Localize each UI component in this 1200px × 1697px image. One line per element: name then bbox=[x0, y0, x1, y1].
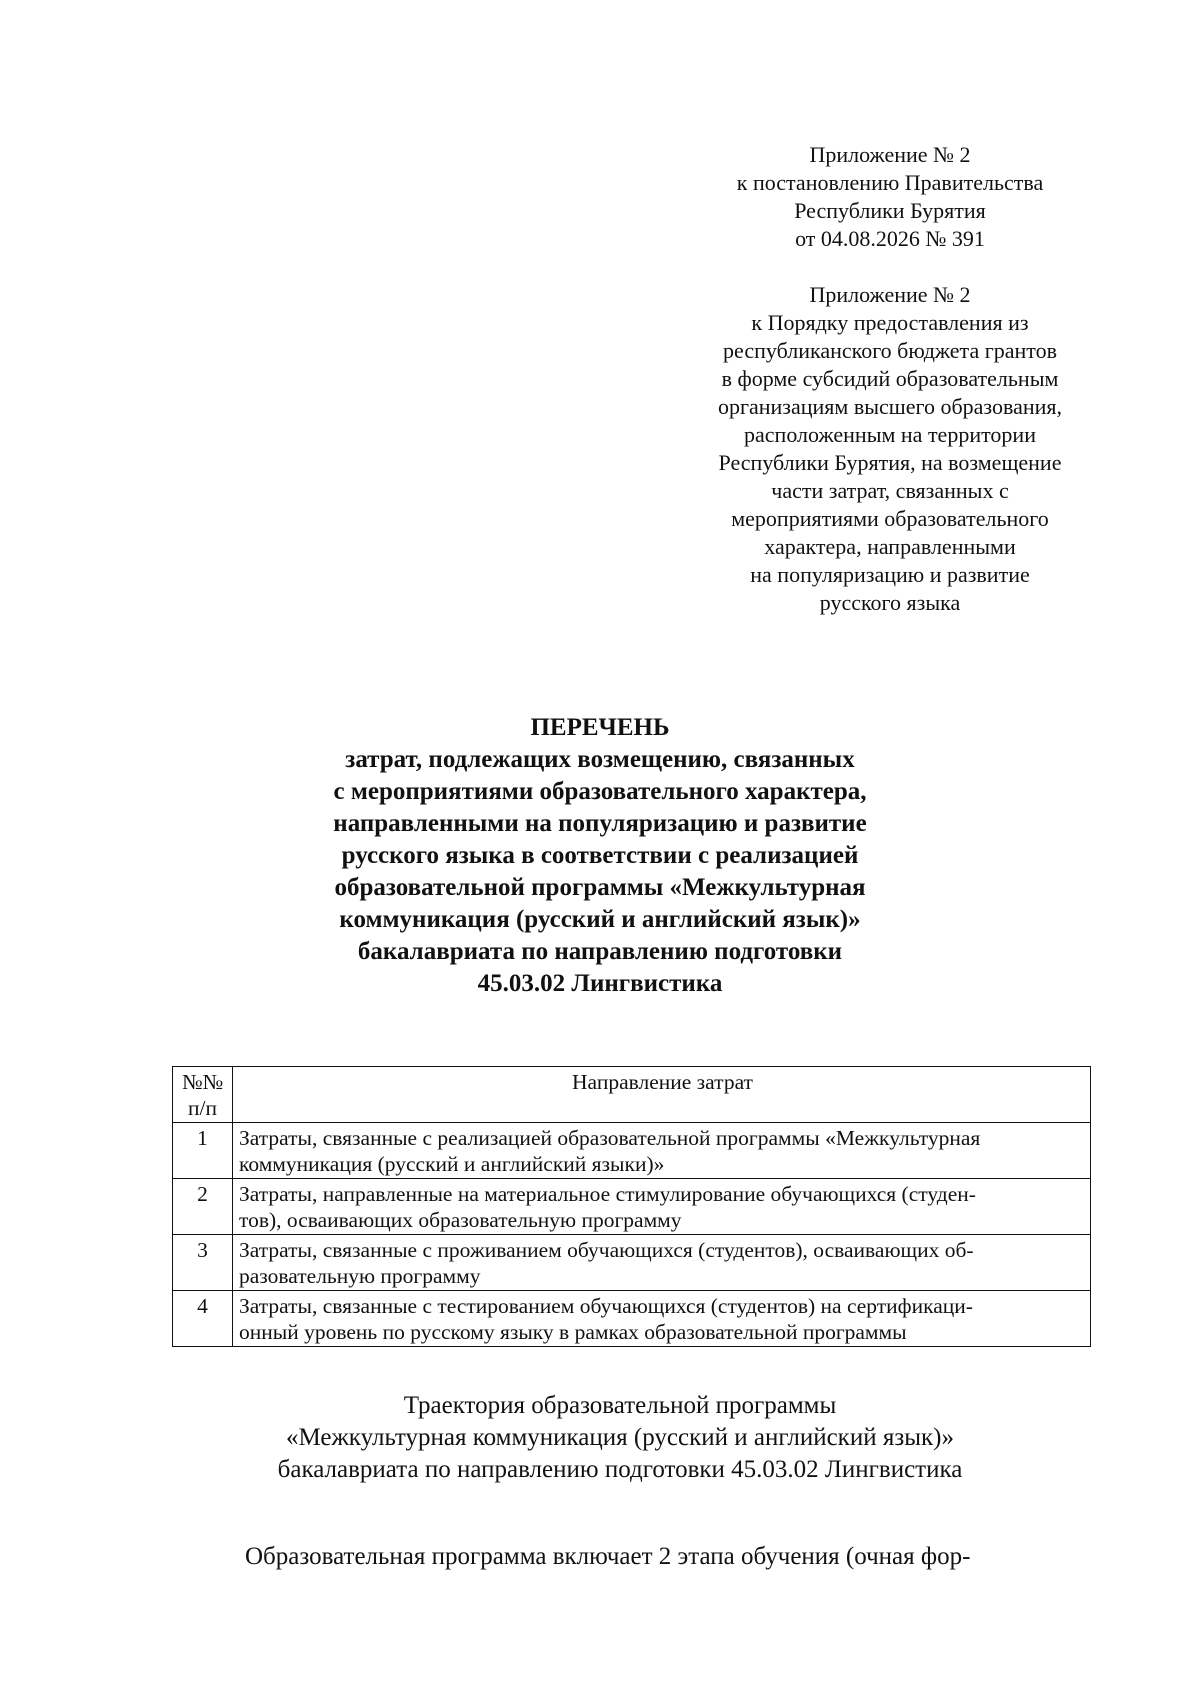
row-number: 4 bbox=[173, 1291, 233, 1347]
trajectory-heading bbox=[200, 1390, 1040, 1486]
appendix-procedure-line: расположенным на территории bbox=[744, 422, 1036, 447]
row-text-line: тов), осваивающих образовательную программу bbox=[239, 1208, 682, 1232]
row-text bbox=[233, 1235, 1091, 1291]
appendix-procedure-line: в форме субсидий образовательным bbox=[721, 366, 1059, 391]
row-text-line: коммуникация (русский и английский языки)» bbox=[239, 1152, 665, 1176]
row-text-line: онный уровень по русскому языку в рамках образовательной программы bbox=[239, 1320, 907, 1344]
appendix-procedure-line: организациям высшего образования, bbox=[717, 394, 1063, 419]
appendix-procedure-line: русского языка bbox=[819, 590, 961, 615]
row-text-line: Затраты, связанные с тестированием обучающихся (студентов) на сертификаци- bbox=[239, 1294, 973, 1318]
trajectory-line: Траектория образовательной программы bbox=[403, 1392, 837, 1419]
row-text bbox=[233, 1179, 1091, 1235]
row-text-line: Затраты, связанные с реализацией образовательной программы «Межкультурная bbox=[239, 1126, 981, 1150]
row-text-line: разовательную программу bbox=[239, 1264, 481, 1288]
table-row bbox=[173, 1235, 1091, 1291]
title-line: образовательной программы «Межкультурная bbox=[334, 874, 866, 901]
title-line: затрат, подлежащих возмещению, связанных bbox=[345, 746, 855, 773]
row-number: 3 bbox=[173, 1235, 233, 1291]
row-text-line: Затраты, направленные на материальное стимулирование обучающихся (студен- bbox=[239, 1182, 976, 1206]
appendix-government-line: Республики Бурятия bbox=[794, 198, 986, 223]
row-text-line: Затраты, связанные с проживанием обучающихся (студентов), осваивающих об- bbox=[239, 1238, 974, 1262]
appendix-government-line: к постановлению Правительства bbox=[736, 170, 1044, 195]
appendix-procedure-line: характера, направленными bbox=[764, 534, 1016, 559]
trajectory-line: бакалавриата по направлению подготовки 45.03.02 Лингвистика bbox=[277, 1456, 963, 1483]
row-number: 2 bbox=[173, 1179, 233, 1235]
body-paragraph: Образовательная программа включает 2 этапа обучения (очная фор- bbox=[245, 1543, 971, 1570]
table-row bbox=[173, 1179, 1091, 1235]
title-line: направленными на популяризацию и развитие bbox=[333, 810, 867, 837]
number-header-line: №№ bbox=[181, 1070, 224, 1094]
title-heading: ПЕРЕЧЕНЬ bbox=[530, 714, 670, 741]
appendix-government-line: Приложение № 2 bbox=[809, 142, 971, 167]
appendix-procedure-line: Республики Бурятия, на возмещение bbox=[718, 450, 1062, 475]
title-line: с мероприятиями образовательного характера, bbox=[333, 778, 867, 805]
appendix-government-line: от 04.08.2026 № 391 bbox=[795, 226, 985, 251]
table-row bbox=[173, 1291, 1091, 1347]
row-text bbox=[233, 1291, 1091, 1347]
appendix-procedure-line: к Порядку предоставления из bbox=[751, 310, 1029, 335]
appendix-procedure-line: части затрат, связанных с bbox=[771, 478, 1009, 503]
title-line: коммуникация (русский и английский язык)» bbox=[339, 906, 861, 933]
row-number: 1 bbox=[173, 1123, 233, 1179]
number-header-line: п/п bbox=[188, 1096, 217, 1120]
table-row bbox=[173, 1123, 1091, 1179]
number-column-header bbox=[173, 1067, 233, 1123]
document-title bbox=[200, 712, 1000, 1000]
title-line: 45.03.02 Лингвистика bbox=[477, 970, 723, 997]
title-line: бакалавриата по направлению подготовки bbox=[357, 938, 843, 965]
title-line: русского языка в соответствии с реализацией bbox=[341, 842, 859, 869]
cost-directions-table bbox=[172, 1066, 1091, 1347]
trajectory-line: «Межкультурная коммуникация (русский и английский язык)» bbox=[286, 1424, 954, 1451]
appendix-procedure-line: республиканского бюджета грантов bbox=[723, 338, 1057, 363]
appendix-procedure-line: мероприятиями образовательного bbox=[731, 506, 1049, 531]
appendix-procedure-block bbox=[690, 281, 1090, 617]
appendix-procedure-line: на популяризацию и развитие bbox=[750, 562, 1030, 587]
appendix-procedure-line: Приложение № 2 bbox=[809, 282, 971, 307]
row-text bbox=[233, 1123, 1091, 1179]
appendix-government-block bbox=[690, 141, 1090, 253]
table-header-row bbox=[173, 1067, 1091, 1123]
direction-column-header: Направление затрат bbox=[233, 1067, 1091, 1123]
